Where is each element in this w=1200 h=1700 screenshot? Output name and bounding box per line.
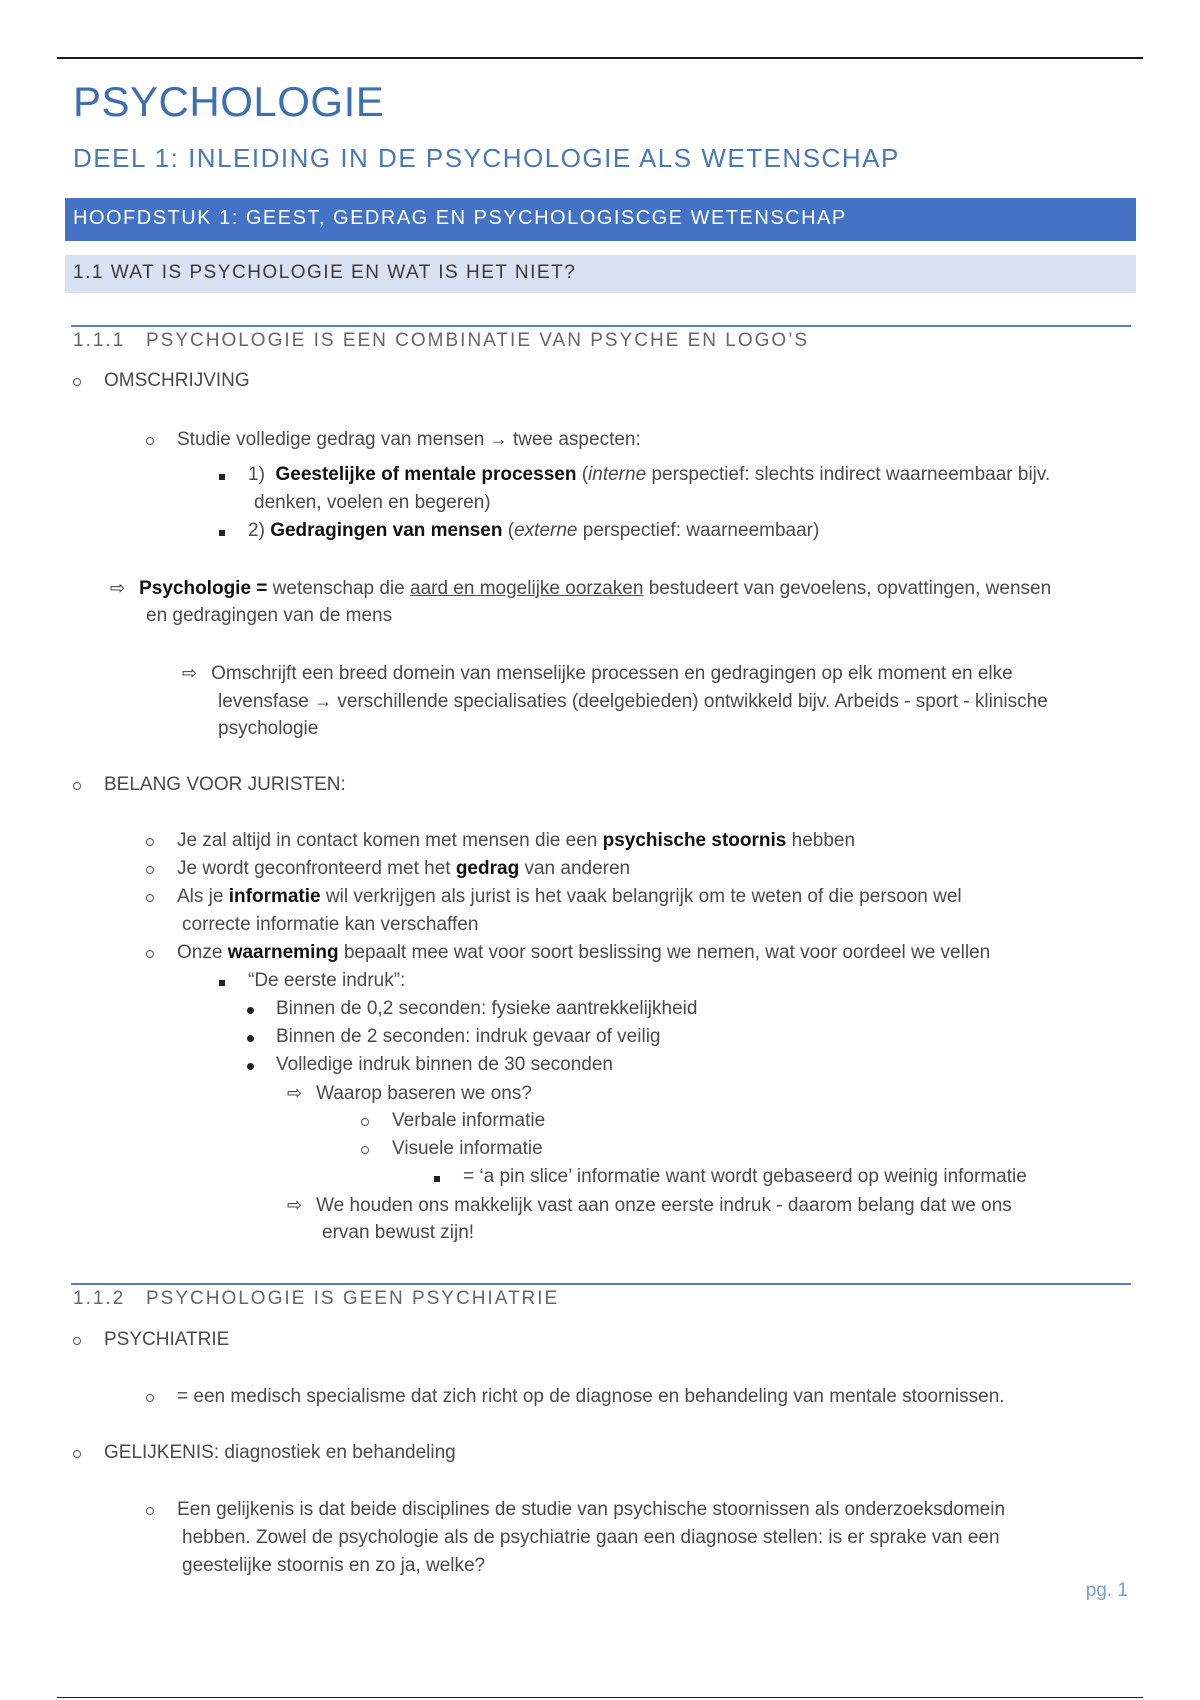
italic-term: externe	[514, 520, 578, 541]
list-item-text: wil verkrijgen als jurist is het vaak belangrijk om te weten of die persoon wel	[325, 886, 962, 907]
list-item-text: Studie volledige gedrag van mensen	[177, 429, 485, 450]
right-arrow-icon: →	[489, 429, 508, 449]
list-item-text: Onze	[177, 942, 223, 963]
subsection-heading-1-1-2	[73, 1288, 559, 1310]
list-item-text: = ‘a pin slice’ informatie want wordt gebaseerd op weinig informatie	[463, 1166, 1027, 1187]
bold-term: Psychologie =	[139, 578, 268, 599]
right-arrow-icon: →	[314, 691, 333, 711]
subsection-heading-1-1-1	[73, 330, 809, 352]
belang-item-2	[146, 855, 630, 883]
bold-term: gedrag	[455, 858, 520, 879]
list-item-aspect-2	[219, 517, 819, 545]
square-bullet-icon	[219, 980, 225, 986]
circle-bullet-icon	[361, 1118, 369, 1126]
list-item-text: Verbale informatie	[392, 1110, 546, 1131]
definition-text: bestudeert van gevoelens, opvattingen, wensen	[648, 578, 1052, 599]
bold-term: Gedragingen van mensen	[270, 520, 503, 541]
square-bullet-icon	[434, 1176, 440, 1182]
italic-term: interne	[588, 464, 647, 485]
list-item-text: hebben	[791, 830, 856, 851]
hollow-arrow-icon: ⇨	[182, 663, 198, 683]
list-item-text: Een gelijkenis is dat beide disciplines de studie van psychische stoornissen als onderzoeksdomein	[177, 1499, 1006, 1520]
bold-term: waarneming	[227, 942, 339, 963]
belang-item-3	[146, 883, 962, 911]
definition-text: wetenschap die	[272, 578, 405, 599]
circle-bullet-icon	[146, 437, 154, 445]
circle-bullet-icon	[146, 1394, 154, 1402]
houden-item	[287, 1191, 1012, 1220]
circle-bullet-icon	[146, 866, 154, 874]
bold-term: informatie	[228, 886, 321, 907]
note-domein-cont	[218, 687, 1048, 716]
circle-bullet-icon	[146, 1507, 154, 1515]
paren: (	[581, 464, 589, 485]
circle-bullet-icon	[73, 1450, 81, 1458]
subsection-number: 1.1.1	[73, 330, 126, 351]
list-item-text: Volledige indruk binnen de 30 seconden	[276, 1054, 613, 1075]
gelijkenis-text-cont: hebben. Zowel de psychologie als de psychiatrie gaan een diagnose stellen: is er sprake van een	[182, 1527, 1000, 1548]
list-item-text: Je zal altijd in contact komen met mensen die een	[177, 830, 598, 851]
list-item-text: van anderen	[524, 858, 631, 879]
list-item-gelijkenis	[73, 1439, 456, 1467]
list-item-text: Als je	[177, 886, 224, 907]
circle-bullet-icon	[73, 782, 81, 790]
dot-bullet-icon	[247, 1035, 254, 1042]
circle-bullet-icon	[73, 1337, 81, 1345]
chapter-heading-bar	[65, 198, 1136, 241]
list-item-text: BELANG VOOR JURISTEN:	[104, 774, 346, 795]
definition-psychologie	[110, 574, 1051, 603]
bold-term: Geestelijke of mentale processen	[275, 464, 577, 485]
note-text: verschillende specialisaties (deelgebieden) ontwikkeld bijv. Arbeids - sport - klinische	[337, 691, 1048, 712]
subsection-rule	[71, 1283, 1131, 1285]
list-item-omschrijving	[73, 367, 250, 395]
list-item-text: Waarop baseren we ons?	[316, 1083, 532, 1104]
indruk-sub-3	[247, 1051, 613, 1079]
list-item-text: OMSCHRIJVING	[104, 370, 250, 391]
hollow-arrow-icon: ⇨	[110, 578, 126, 598]
list-item-text: GELIJKENIS: diagnostiek en behandeling	[104, 1442, 456, 1463]
circle-bullet-icon	[146, 950, 154, 958]
list-item-belang	[73, 771, 346, 799]
note-text: levensfase	[218, 691, 309, 712]
list-item-text: Visuele informatie	[392, 1138, 543, 1159]
item-number: 1)	[248, 464, 265, 485]
list-item-aspect-1	[219, 461, 1050, 489]
indruk-item	[219, 967, 405, 995]
paren: (	[507, 520, 515, 541]
indruk-sub-1	[247, 995, 697, 1023]
square-bullet-icon	[219, 474, 225, 480]
waarop-item	[287, 1079, 532, 1108]
list-item-psychiatrie	[73, 1326, 229, 1354]
list-item-studie	[146, 425, 641, 454]
list-item-aspect-1-cont: denken, voelen en begeren)	[254, 492, 491, 513]
note-domein	[182, 659, 1013, 688]
list-item-text: PSYCHIATRIE	[104, 1329, 230, 1350]
belang-item-3-cont: correcte informatie kan verschaffen	[182, 914, 479, 935]
subsection-rule	[71, 325, 1131, 327]
list-item-text: = een medisch specialisme dat zich richt op de diagnose en behandeling van mentale stoornissen.	[177, 1386, 1005, 1407]
list-item-text: twee aspecten:	[512, 429, 641, 450]
gelijkenis-text-cont-2: geestelijke stoornis en zo ja, welke?	[182, 1555, 486, 1576]
square-bullet-icon	[219, 530, 225, 536]
subsection-title: PSYCHOLOGIE IS GEEN PSYCHIATRIE	[146, 1288, 560, 1309]
list-item-text: Je wordt geconfronteerd met het	[177, 858, 451, 879]
gelijkenis-text	[146, 1496, 1005, 1524]
section-heading-bar	[65, 255, 1136, 293]
psychiatrie-definition	[146, 1383, 1005, 1411]
part-heading: DEEL 1: INLEIDING IN DE PSYCHOLOGIE ALS WETENSCHAP	[73, 143, 900, 173]
document-title: PSYCHOLOGIE	[73, 78, 385, 125]
houden-item-cont: ervan bewust zijn!	[322, 1222, 475, 1243]
visuele-item	[361, 1135, 543, 1163]
bold-term: psychische stoornis	[602, 830, 787, 851]
verbale-item	[361, 1107, 545, 1135]
chapter-heading: HOOFDSTUK 1: GEEST, GEDRAG EN PSYCHOLOGISCGE WETENSCHAP	[73, 207, 847, 229]
pin-slice-item	[434, 1163, 1027, 1191]
section-heading: 1.1 WAT IS PSYCHOLOGIE EN WAT IS HET NIET?	[73, 262, 577, 283]
definition-psychologie-cont: en gedragingen van de mens	[146, 605, 393, 626]
underlined-term: aard en mogelijke oorzaken	[410, 578, 644, 599]
list-item-text: perspectief: slechts indirect waarneembaar bijv.	[651, 464, 1051, 485]
item-number: 2)	[248, 520, 265, 541]
circle-bullet-icon	[146, 894, 154, 902]
indruk-sub-2	[247, 1023, 660, 1051]
list-item-text: bepaalt mee wat voor soort beslissing we nemen, wat voor oordeel we vellen	[343, 942, 991, 963]
list-item-text: perspectief: waarneembaar)	[582, 520, 820, 541]
note-text: Omschrijft een breed domein van menselijke processen en gedragingen op elk moment en elke	[211, 663, 1013, 684]
circle-bullet-icon	[146, 838, 154, 846]
hollow-arrow-icon: ⇨	[287, 1195, 303, 1215]
dot-bullet-icon	[247, 1007, 254, 1014]
subsection-title: PSYCHOLOGIE IS EEN COMBINATIE VAN PSYCHE EN LOGO’S	[146, 330, 810, 351]
hollow-arrow-icon: ⇨	[287, 1083, 303, 1103]
list-item-text: Binnen de 2 seconden: indruk gevaar of veilig	[276, 1026, 661, 1047]
list-item-text: We houden ons makkelijk vast aan onze eerste indruk - daarom belang dat we ons	[316, 1195, 1012, 1216]
dot-bullet-icon	[247, 1063, 254, 1070]
page-number: pg. 1	[1085, 1580, 1128, 1601]
list-item-text: Binnen de 0,2 seconden: fysieke aantrekkelijkheid	[276, 998, 698, 1019]
bottom-rule	[57, 1697, 1143, 1698]
circle-bullet-icon	[361, 1146, 369, 1154]
circle-bullet-icon	[73, 378, 81, 386]
list-item-text: “De eerste indruk”:	[248, 970, 406, 991]
note-domein-cont-2: psychologie	[218, 718, 319, 739]
belang-item-1	[146, 827, 855, 855]
belang-item-4	[146, 939, 990, 967]
subsection-number: 1.1.2	[73, 1288, 126, 1309]
